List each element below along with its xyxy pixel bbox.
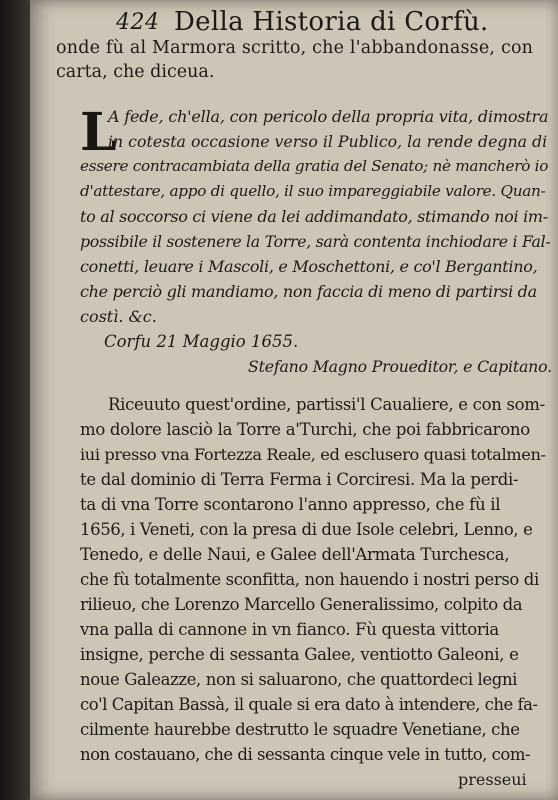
catchword: presseui xyxy=(458,770,527,789)
text-line: mo dolore lasciò la Torre a'Turchi, che poi fabbricarono xyxy=(80,420,530,439)
text-line: Tenedo, e delle Naui, e Galee dell'Armata Turchesca, xyxy=(80,545,510,564)
text-line: co'l Capitan Bassà, il quale si era dato à intendere, che fa- xyxy=(80,695,538,714)
page-number: 424 xyxy=(116,10,160,35)
text-line: che fù totalmente sconfitta, non hauendo i nostri perso di xyxy=(80,570,539,589)
letter-line: d'attestare, appo di quello, il suo impareggiabile valore. Quan- xyxy=(80,182,546,200)
text-line: insigne, perche di sessanta Galee, ventiotto Galeoni, e xyxy=(80,645,519,664)
text-line: carta, che diceua. xyxy=(56,62,215,82)
drop-cap: L xyxy=(80,102,117,163)
letter-line: possibile il sostenere la Torre, sarà contenta inchiodare i Fal- xyxy=(80,232,551,251)
text-line: rilieuo, che Lorenzo Marcello Generalissimo, colpito da xyxy=(80,595,523,614)
letter-line: conetti, leuare i Mascoli, e Moschettoni, e co'l Bergantino, xyxy=(80,257,538,276)
text-line: non costauano, che di sessanta cinque vele in tutto, com- xyxy=(80,745,531,764)
letter-date: Corfu 21 Maggio 1655. xyxy=(104,332,299,351)
text-line: ta di vna Torre scontarono l'anno appresso, che fù il xyxy=(80,495,501,514)
letter-line: in cotesta occasione verso il Publico, la rende degna di xyxy=(108,132,548,151)
letter-line: costì. &c. xyxy=(80,307,157,326)
running-head: Della Historia di Corfù. xyxy=(174,7,489,37)
text-line: 1656, i Veneti, con la presa di due Isole celebri, Lenno, e xyxy=(80,520,533,539)
text-line: iui presso vna Fortezza Reale, ed esclusero quasi totalmen- xyxy=(80,445,546,464)
text-line: onde fù al Marmora scritto, che l'abbandonasse, con xyxy=(56,38,534,58)
letter-line: A fede, ch'ella, con pericolo della propria vita, dimostra xyxy=(108,107,549,126)
text-line: noue Galeazze, non si saluarono, che quattordeci legni xyxy=(80,670,518,689)
letter-line: che perciò gli mandiamo, non faccia di meno di partirsi da xyxy=(80,282,537,301)
letter-line: to al soccorso ci viene da lei addimandato, stimando noi im- xyxy=(80,207,548,226)
text-line: Riceuuto quest'ordine, partissi'l Caualiere, e con som- xyxy=(108,395,545,414)
text-line: te dal dominio di Terra Ferma i Corciresi. Ma la perdi- xyxy=(80,470,519,489)
book-gutter-shadow xyxy=(0,0,30,800)
book-page xyxy=(30,0,558,800)
page-header xyxy=(116,4,556,42)
text-line: vna palla di cannone in vn fianco. Fù questa vittoria xyxy=(80,620,499,639)
letter-line: essere contracambiata della gratia del Senato; nè mancherò io xyxy=(80,157,549,175)
text-line: cilmente haurebbe destrutto le squadre Venetiane, che xyxy=(80,720,520,739)
letter-signature: Stefano Magno Proueditor, e Capitano. xyxy=(248,357,552,376)
